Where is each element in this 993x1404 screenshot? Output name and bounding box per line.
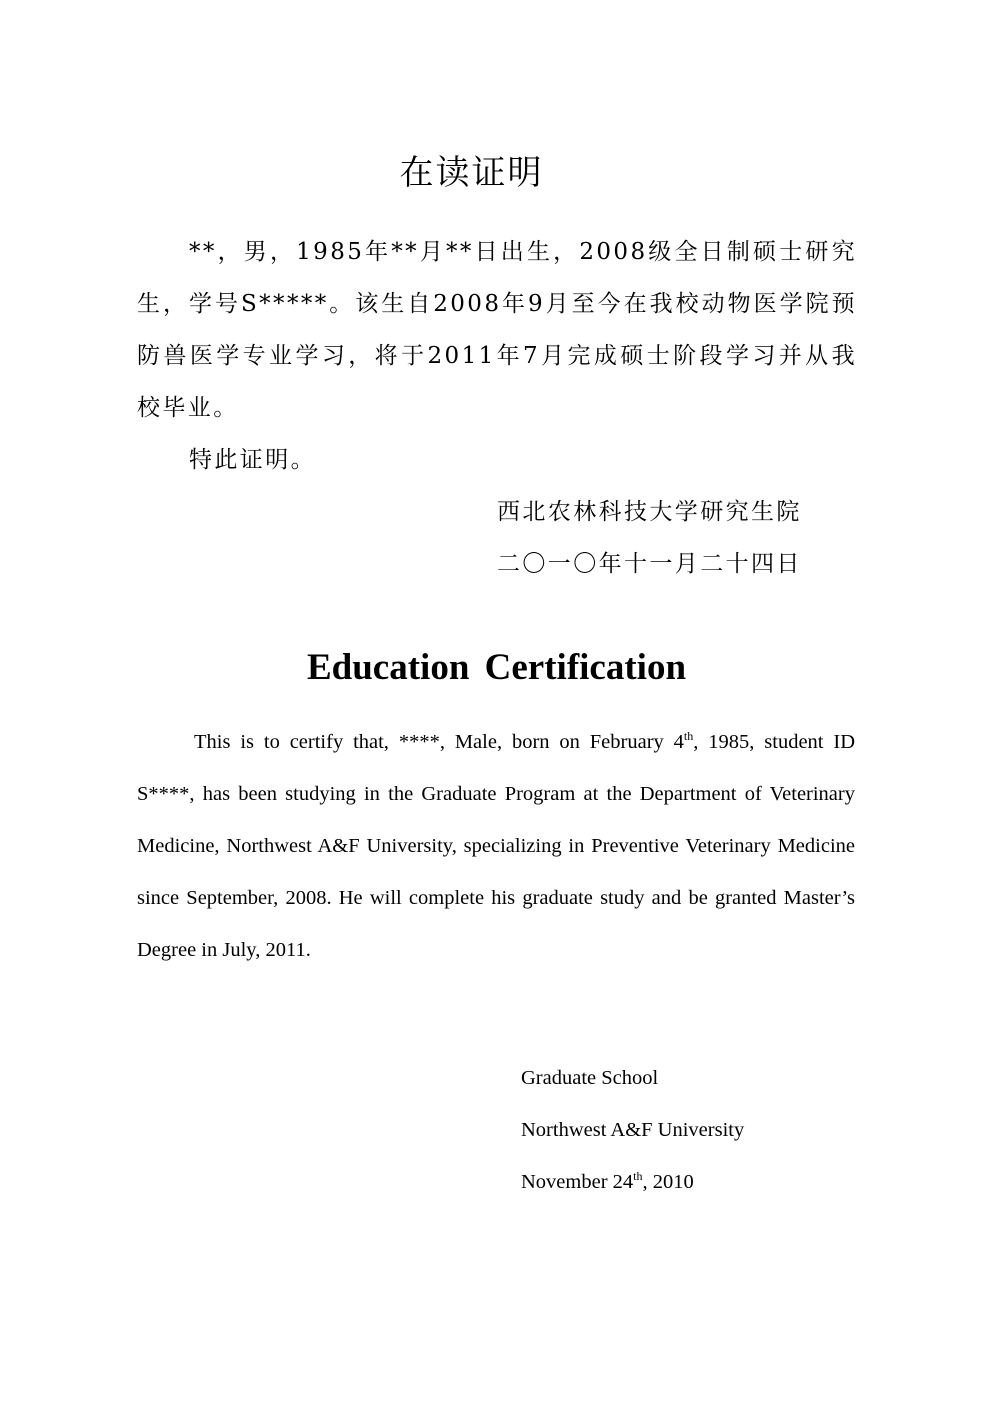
english-body-part2: , 1985, student ID S****, has been studying in the Graduate Program at the Department of Veterinary Medicine, Northwest A&F University, specializing in Preventive Veterinary Medicine since September, 2008. He will complete his graduate study and be granted Master’s Degree in July, 2011. [137,731,856,961]
english-body-ordinal: th [683,729,694,743]
chinese-body-paragraph: **，男，1985年**月**日出生，2008级全日制硕士研究生，学号S*****。该生自2008年9月至今在我校动物医学院预防兽医学专业学习，将于2011年7月完成硕士阶段学习并从我校毕业。 [137,239,857,421]
chinese-date: 二〇一〇年十一月二十四日 [497,551,802,577]
english-body-paragraph [137,716,855,976]
english-school: Graduate School [521,1067,659,1089]
chinese-signature-block [497,486,802,590]
chinese-institution: 西北农林科技大学研究生院 [497,499,802,525]
english-date-main: November 24 [521,1171,634,1193]
chinese-closing: 特此证明。 [189,447,316,473]
english-date-year: , 2010 [642,1171,694,1193]
english-signature-block [521,1052,744,1208]
chinese-title: 在读证明 [399,153,544,193]
english-date [521,1156,744,1208]
english-title: Education Certification [306,647,687,688]
english-date-ordinal: th [633,1169,643,1183]
english-body-part1: This is to certify that, ****, Male, born on February 4 [194,731,684,753]
english-university: Northwest A&F University [521,1119,745,1141]
